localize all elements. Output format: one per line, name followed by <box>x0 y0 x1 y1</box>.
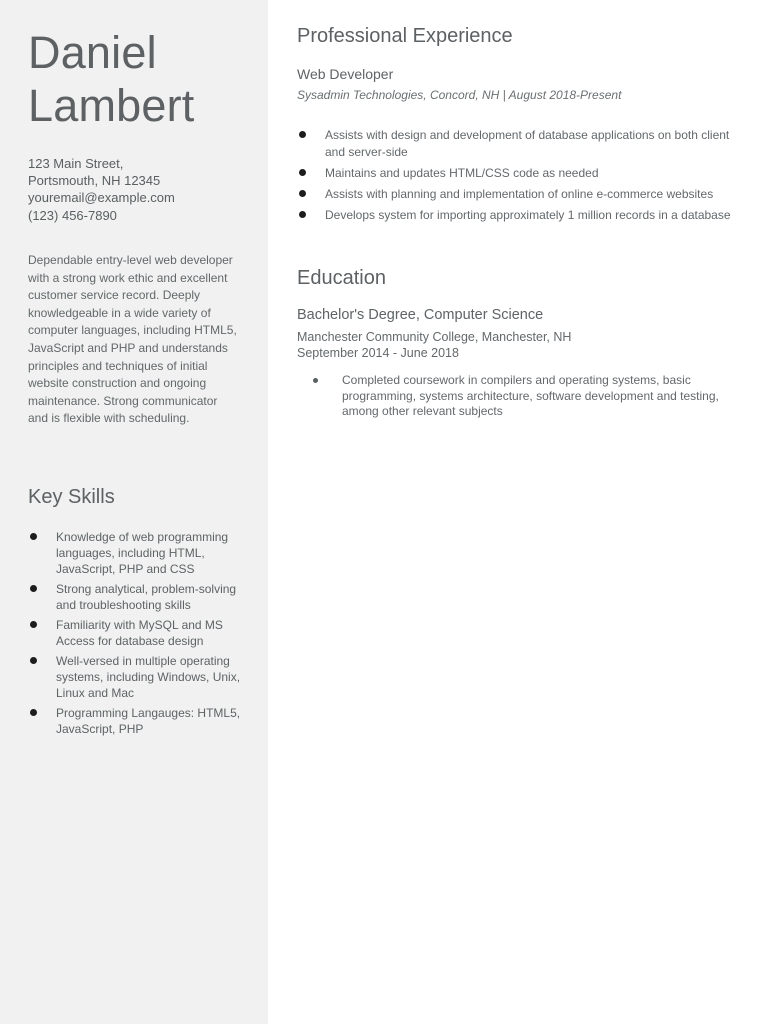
contact-info <box>28 155 175 224</box>
education-item <box>297 373 747 420</box>
skills-heading: Key Skills <box>28 486 115 508</box>
experience-item <box>297 165 747 182</box>
skill-item <box>28 529 248 577</box>
experience-item <box>297 207 747 224</box>
bullet-icon <box>30 621 37 628</box>
education-school: Manchester Community College, Manchester, NH <box>297 330 572 344</box>
skill-item <box>28 617 248 649</box>
skill-text: Well-versed in multiple operating systems, including Windows, Unix, Linux and Mac <box>56 654 241 700</box>
bullet-icon <box>299 211 306 218</box>
skill-text: Programming Langauges: HTML5, JavaScript, PHP <box>56 706 241 736</box>
bullet-icon <box>313 378 318 383</box>
summary: Dependable entry-level web developer with a strong work ethic and excellent customer service record. Deeply knowledgeable in a wide variety of computer languages, including HTML5, JavaScript and PHP and understands principles and techniques of initial website construction and ongoing maintenance. Strong communicator and is flexible with scheduling. <box>28 253 237 426</box>
contact-phone: (123) 456-7890 <box>28 207 117 223</box>
skill-text: Knowledge of web programming languages, including HTML, JavaScript, PHP and CSS <box>56 530 229 576</box>
skill-item <box>28 581 248 613</box>
bullet-icon <box>299 190 306 197</box>
job-title: Web Developer <box>297 66 394 82</box>
experience-text: Maintains and updates HTML/CSS code as needed <box>325 165 599 180</box>
education-heading: Education <box>297 267 386 289</box>
job-meta: Sysadmin Technologies, Concord, NH | August 2018-Present <box>297 88 622 102</box>
bullet-icon <box>30 585 37 592</box>
contact-street: 123 Main Street, <box>28 156 124 171</box>
experience-list <box>297 127 747 228</box>
candidate-name <box>28 26 194 132</box>
first-name: Daniel <box>28 27 157 78</box>
education-degree: Bachelor's Degree, Computer Science <box>297 307 544 323</box>
experience-item <box>297 127 747 160</box>
contact-city: Portsmouth, NH 12345 <box>28 173 161 189</box>
skill-item <box>28 705 248 737</box>
bullet-icon <box>30 657 37 664</box>
bullet-icon <box>30 533 37 540</box>
contact-email: youremail@example.com <box>28 190 175 206</box>
bullet-icon <box>299 169 306 176</box>
last-name: Lambert <box>28 80 195 131</box>
skill-item <box>28 653 248 701</box>
skill-text: Strong analytical, problem-solving and troubleshooting skills <box>56 582 237 612</box>
education-dates: September 2014 - June 2018 <box>297 346 459 360</box>
experience-heading: Professional Experience <box>297 25 513 47</box>
experience-text: Assists with design and development of database applications on both client and server-side <box>325 128 730 159</box>
skills-list <box>28 529 248 741</box>
experience-text: Develops system for importing approximately 1 million records in a database <box>325 207 731 222</box>
bullet-icon <box>299 131 306 138</box>
education-text: Completed coursework in compilers and operating systems, basic programming, systems architecture, software development and testing, among other relevant subjects <box>342 373 719 418</box>
skill-text: Familiarity with MySQL and MS Access for database design <box>56 618 223 648</box>
experience-item <box>297 186 747 203</box>
sidebar <box>0 0 268 1024</box>
education-list <box>297 373 747 420</box>
experience-text: Assists with planning and implementation of online e-commerce websites <box>325 186 714 201</box>
bullet-icon <box>30 709 37 716</box>
